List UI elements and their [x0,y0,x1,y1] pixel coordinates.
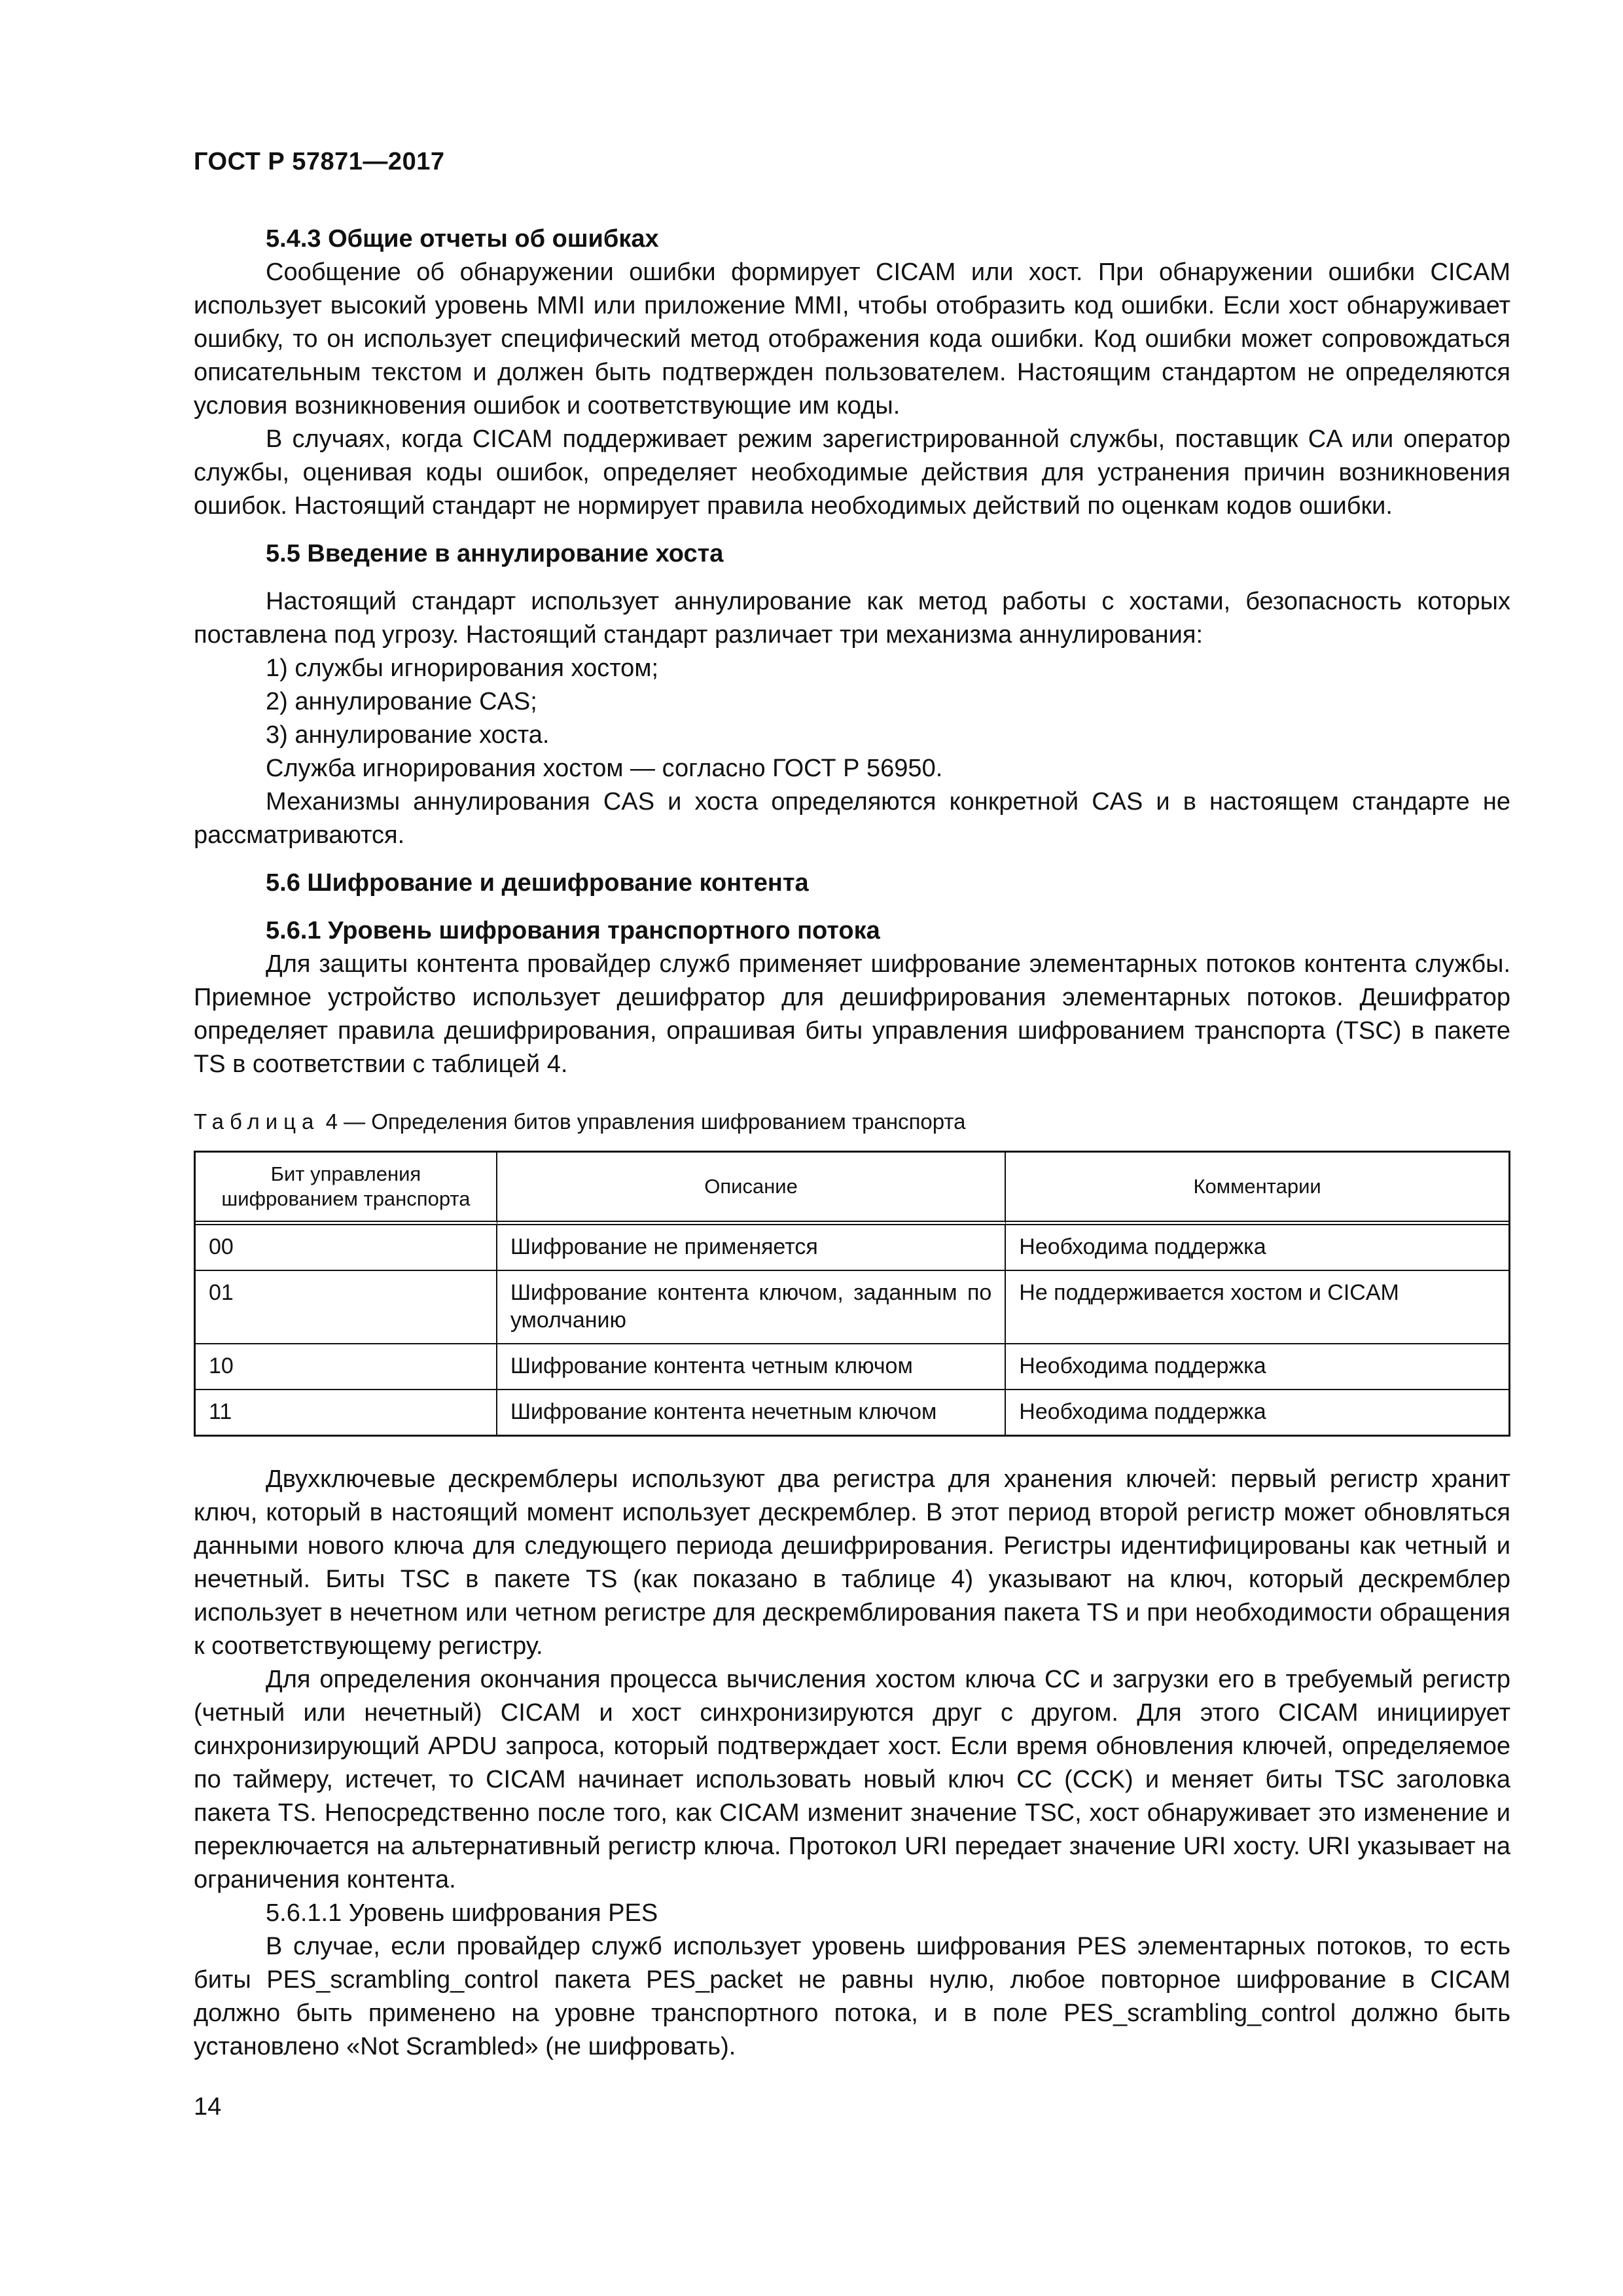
table-header-description: Описание [497,1153,1006,1225]
section-5-6-1-heading: 5.6.1 Уровень шифрования транспортного потока [266,917,880,944]
tsc-table [194,1151,1510,1437]
table-row [196,1271,1508,1344]
list-item: 3) аннулирование хоста. [266,721,550,749]
section-5-4-3-heading: 5.4.3 Общие отчеты об ошибках [266,225,659,253]
section-5-6-1-1-heading: 5.6.1.1 Уровень шифрования PES [266,1899,658,1927]
table-caption-label: Таблица [194,1109,320,1134]
table-cell-comment: Необходима поддержка [1006,1225,1508,1271]
table-cell-description: Шифрование контента четным ключом [497,1344,1006,1390]
list-item: 1) службы игнорирования хостом; [266,655,659,682]
page-number: 14 [194,2093,222,2121]
table-caption-text: 4 — Определения битов управления шифрованием транспорта [325,1109,966,1134]
table-header-row [196,1153,1508,1225]
table-cell-description: Шифрование контента ключом, заданным по умолчанию [497,1271,1006,1344]
section-5-5-paragraph-3: Механизмы аннулирования CAS и хоста определяются конкретной CAS и в настоящем стандарте не рассматриваются. [194,788,1510,849]
after-table-paragraph-2: Для определения окончания процесса вычисления хостом ключа CC и загрузки его в требуемый регистр (четный или нечетный) CICAM и хост синхронизируются друг с другом. Для этого CICAM инициирует синхронизирующий APDU запроса, который подтверждает хост. Если время обновления ключей, определяемое по таймеру, истечет, то CICAM начинает использовать новый ключ CC (CCK) и меняет биты TSC заголовка пакета TS. Непосредственно после того, как CICAM изменит значение TSC, хост обнаруживает это изменение и переключается на альтернативный регистр ключа. Протокол URI передает значение URI хосту. URI указывает на ограничения контента. [194,1666,1510,1893]
table-cell-comment: Не поддерживается хостом и CICAM [1006,1271,1508,1344]
table-cell-bit: 10 [196,1344,497,1390]
table-row [196,1390,1508,1435]
table-caption [194,1107,1510,1136]
section-5-6-heading: 5.6 Шифрование и дешифрование контента [266,869,809,897]
section-5-5-paragraph-1: Настоящий стандарт использует аннулирование как метод работы с хостами, безопасность которых поставлена под угрозу. Настоящий стандарт различает три механизма аннулирования: [194,588,1510,649]
after-table-paragraph-1: Двухключевые дескремблеры используют два регистра для хранения ключей: первый регистр хранит ключ, который в настоящий момент использует дескремблер. В этот период второй регистр может обновляться данными нового ключа для следующего периода дешифрирования. Регистры идентифицированы как четный и нечетный. Биты TSC в пакете TS (как показано в таблице 4) указывают на ключ, который дескремблер использует в нечетном или четном регистре для дескремблирования пакета TS и при необходимости обращения к соответствующему регистру. [194,1465,1510,1660]
table-cell-comment: Необходима поддержка [1019,1399,1266,1424]
table-header-bit: Бит управления шифрованием транспорта [196,1153,497,1225]
table-cell-description: Шифрование не применяется [497,1225,1006,1271]
table-header-comments: Комментарии [1006,1153,1508,1225]
section-5-6-1-1-paragraph-1: В случае, если провайдер служб использует уровень шифрования PES элементарных потоков, то есть биты PES_scrambling_control пакета PES_packet не равны нулю, любое повторное шифрование в CICAM должно быть применено на уровне транспортного потока, и в поле PES_scrambling_control должно быть установлено «Not Scrambled» (не шифровать). [194,1933,1510,2060]
section-5-5-heading: 5.5 Введение в аннулирование хоста [266,540,724,567]
list-item: 2) аннулирование CAS; [266,688,537,715]
table-row [196,1344,1508,1390]
table-cell-bit: 11 [196,1390,497,1435]
table-cell-bit: 01 [196,1271,497,1344]
table-cell-comment: Необходима поддержка [1006,1344,1508,1390]
table-cell-description: Шифрование контента нечетным ключом [497,1390,1006,1435]
section-5-4-3-paragraph-1: Сообщение об обнаружении ошибки формирует CICAM или хост. При обнаружении ошибки CICAM использует высокий уровень MMI или приложение MMI, чтобы отобразить код ошибки. Если хост обнаруживает ошибку, то он использует специфический метод отображения кода ошибки. Код ошибки может сопровождаться описательным текстом и должен быть подтвержден пользователем. Настоящим стандартом не определяются условия возникновения ошибок и соответствующие им коды. [194,259,1510,420]
table-row [196,1225,1508,1271]
table-cell-bit: 00 [196,1225,497,1271]
document-header: ГОСТ Р 57871—2017 [194,148,445,175]
document-body [194,223,1510,2064]
section-5-4-3-paragraph-2: В случаях, когда CICAM поддерживает режим зарегистрированной службы, поставщик CA или оператор службы, оценивая коды ошибок, определяет необходимые действия для устранения причин возникновения ошибок. Настоящий стандарт не нормирует правила необходимых действий по оценкам кодов ошибки. [194,425,1510,520]
section-5-5-paragraph-2: Служба игнорирования хостом — согласно ГОСТ Р 56950. [266,755,943,782]
section-5-6-1-paragraph-1: Для защиты контента провайдер служб применяет шифрование элементарных потоков контента службы. Приемное устройство использует дешифратор для дешифрирования элементарных потоков. Дешифратор определяет правила дешифрирования, опрашивая биты управления шифрованием транспорта (TSC) в пакете TS в соответствии с таблицей 4. [194,950,1510,1078]
